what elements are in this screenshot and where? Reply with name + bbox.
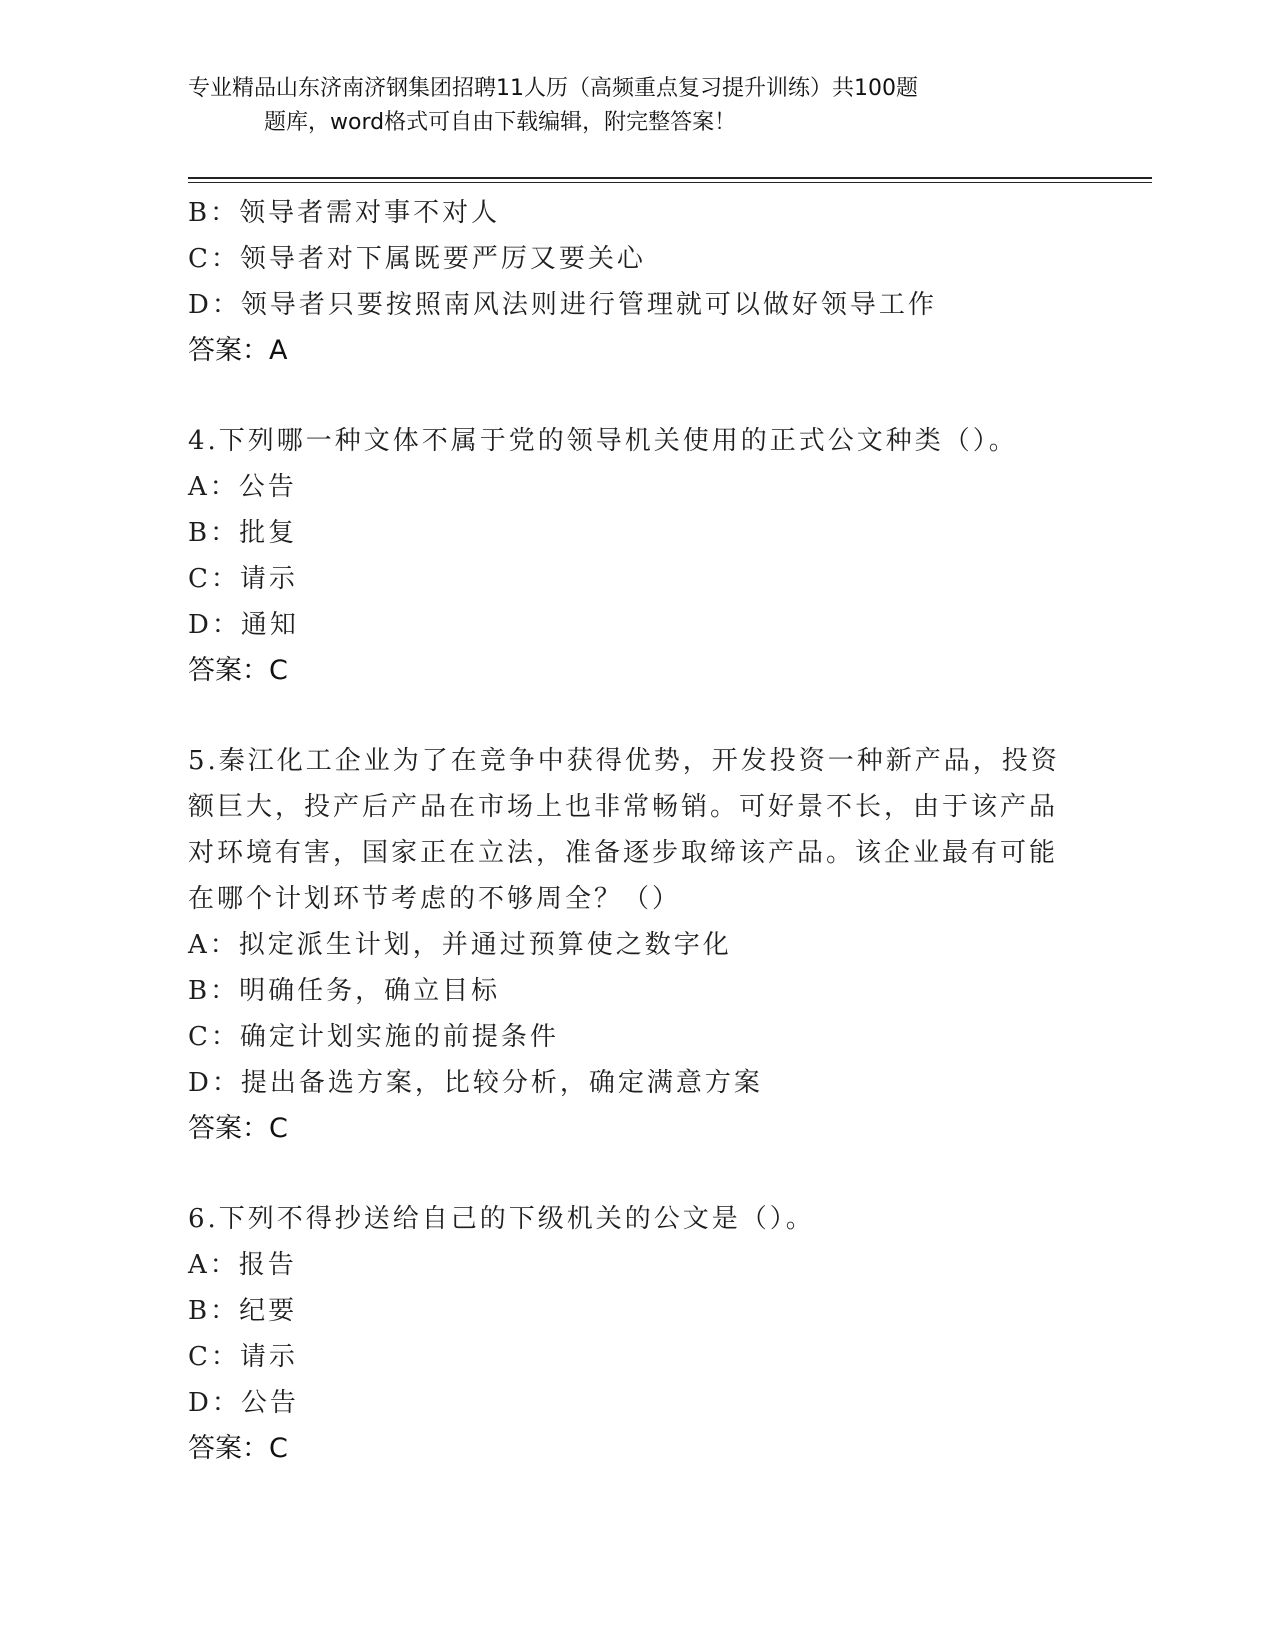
- q4-stem: 4.下列哪一种文体不属于党的领导机关使用的正式公文种类（）。: [188, 426, 1018, 456]
- q3-option-c: C：领导者对下属既要严厉又要关心: [188, 244, 646, 274]
- header-title-line-1: 专业精品山东济南济钢集团招聘11人历（高频重点复习提升训练）共100题: [188, 76, 918, 101]
- q4-option-c: C：请示: [188, 564, 298, 594]
- q5-stem-line-2: 额巨大，投产后产品在市场上也非常畅销。可好景不长，由于该产品: [188, 792, 1059, 822]
- q5-stem-line-1: 5.秦江化工企业为了在竞争中获得优势，开发投资一种新产品，投资: [188, 746, 1060, 776]
- header-title-line-2: 题库，word格式可自由下载编辑，附完整答案！: [264, 110, 737, 135]
- q6-option-b: B：纪要: [188, 1296, 298, 1326]
- q4-option-d: D：通知: [188, 610, 299, 640]
- q5-option-b: B：明确任务，确立目标: [188, 976, 501, 1006]
- q4-answer: 答案：C: [188, 655, 288, 686]
- q6-answer: 答案：C: [188, 1433, 288, 1464]
- document-body: [188, 190, 1088, 1472]
- q5-answer: 答案：C: [188, 1113, 288, 1144]
- q3-answer: 答案：A: [188, 335, 288, 366]
- q6-option-d: D：公告: [188, 1388, 299, 1418]
- q5-option-c: C：确定计划实施的前提条件: [188, 1022, 559, 1052]
- q4-option-b: B：批复: [188, 518, 298, 548]
- q3-option-d: D：领导者只要按照南风法则进行管理就可以做好领导工作: [188, 290, 937, 320]
- question-5: [188, 738, 1088, 1152]
- q5-option-d: D：提出备选方案，比较分析，确定满意方案: [188, 1068, 763, 1098]
- question-3-tail: [188, 190, 1088, 374]
- q6-option-a: A：报告: [188, 1250, 297, 1280]
- q5-option-a: A：拟定派生计划，并通过预算使之数字化: [188, 930, 732, 960]
- q3-option-b: B：领导者需对事不对人: [188, 198, 501, 228]
- question-4: [188, 418, 1088, 694]
- q4-option-a: A：公告: [188, 472, 297, 502]
- question-6: [188, 1196, 1088, 1472]
- header-rule-thick: [188, 177, 1152, 179]
- header-rule-thin: [188, 182, 1152, 183]
- q5-stem-line-4: 在哪个计划环节考虑的不够周全？（）: [188, 884, 682, 914]
- q6-stem: 6.下列不得抄送给自己的下级机关的公文是（）。: [188, 1204, 815, 1234]
- document-header: [188, 72, 1048, 140]
- q6-option-c: C：请示: [188, 1342, 298, 1372]
- q5-stem-line-3: 对环境有害，国家正在立法，准备逐步取缔该产品。该企业最有可能: [188, 838, 1059, 868]
